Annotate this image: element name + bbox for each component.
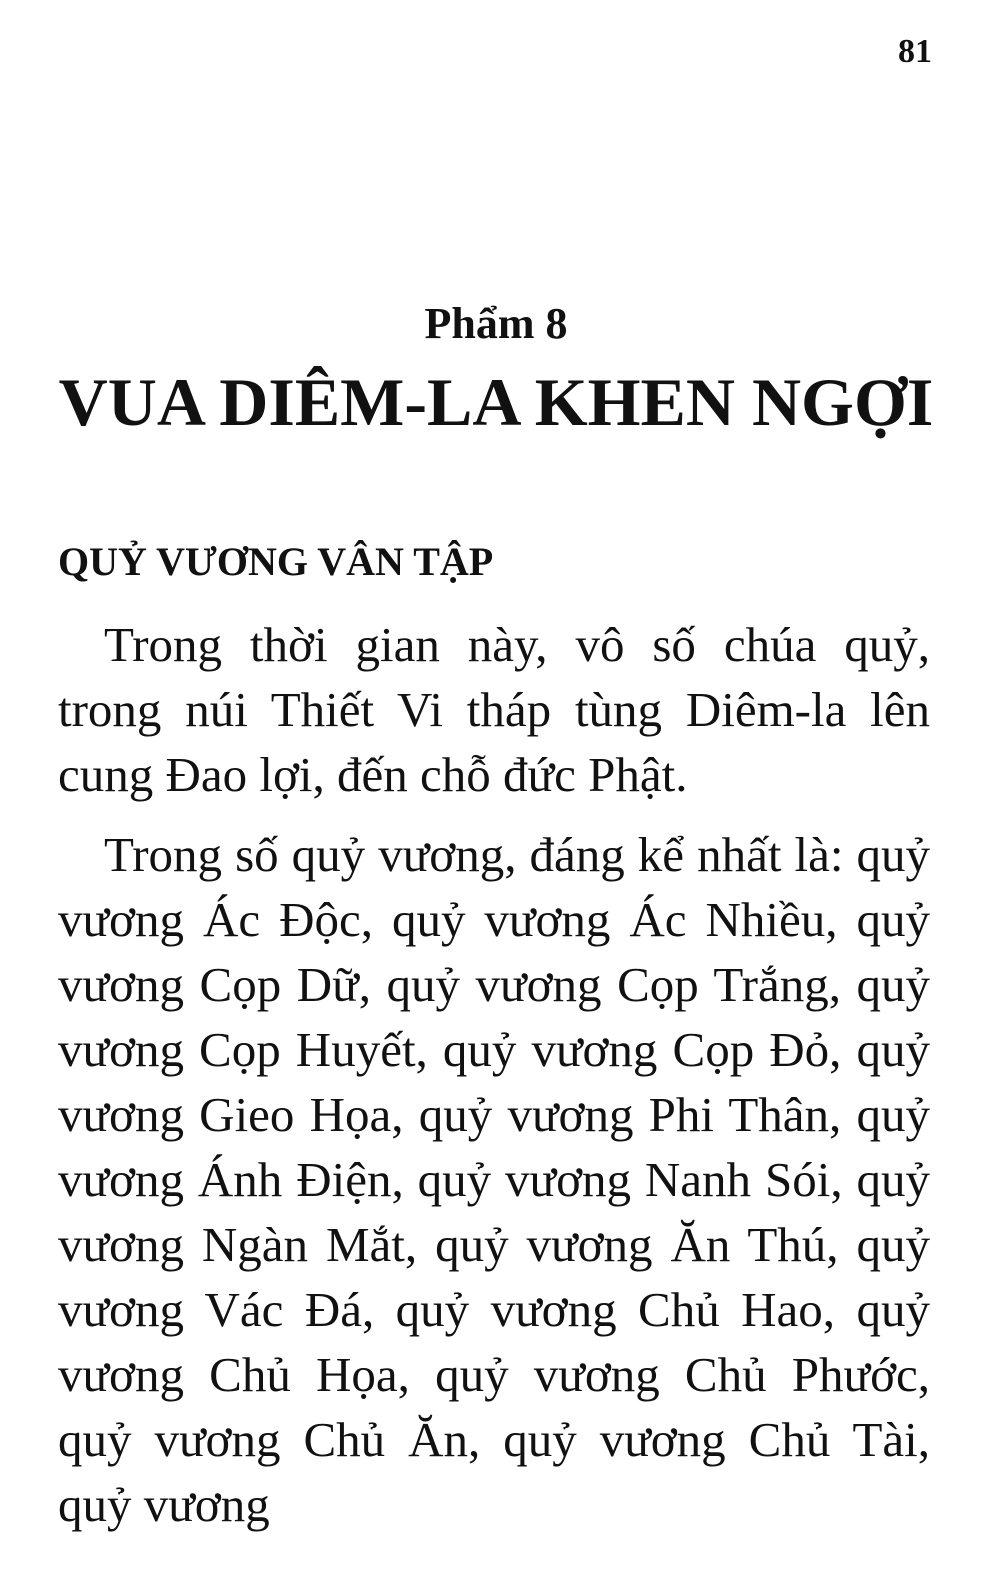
body-paragraph-1: Trong thời gian này, vô số chúa quỷ, trong núi Thiết Vi tháp tùng Diêm-la lên cung Đao lợi, đến chỗ đức Phật. [58,617,930,802]
body-paragraph-2: Trong số quỷ vương, đáng kể nhất là: quỷ vương Ác Độc, quỷ vương Ác Nhiều, quỷ vương Cọp Dữ, quỷ vương Cọp Trắng, quỷ vương Cọp Huyết, quỷ vương Cọp Đỏ, quỷ vương Gieo Họa, quỷ vương Phi Thân, quỷ vương Ánh Điện, quỷ vương Nanh Sói, quỷ vương Ngàn Mắt, quỷ vương Ăn Thú, quỷ vương Vác Đá, quỷ vương Chủ Hao, quỷ vương Chủ Họa, quỷ vương Chủ Phước, quỷ vương Chủ Ăn, quỷ vương Chủ Tài, quỷ vương [58,827,930,1532]
chapter-label: Phẩm 8 [424,299,568,348]
chapter-title: VUA DIÊM-LA KHEN NGỢI [58,364,934,440]
section-heading: QUỶ VƯƠNG VÂN TẬP [58,539,494,584]
page-number: 81 [898,33,932,70]
